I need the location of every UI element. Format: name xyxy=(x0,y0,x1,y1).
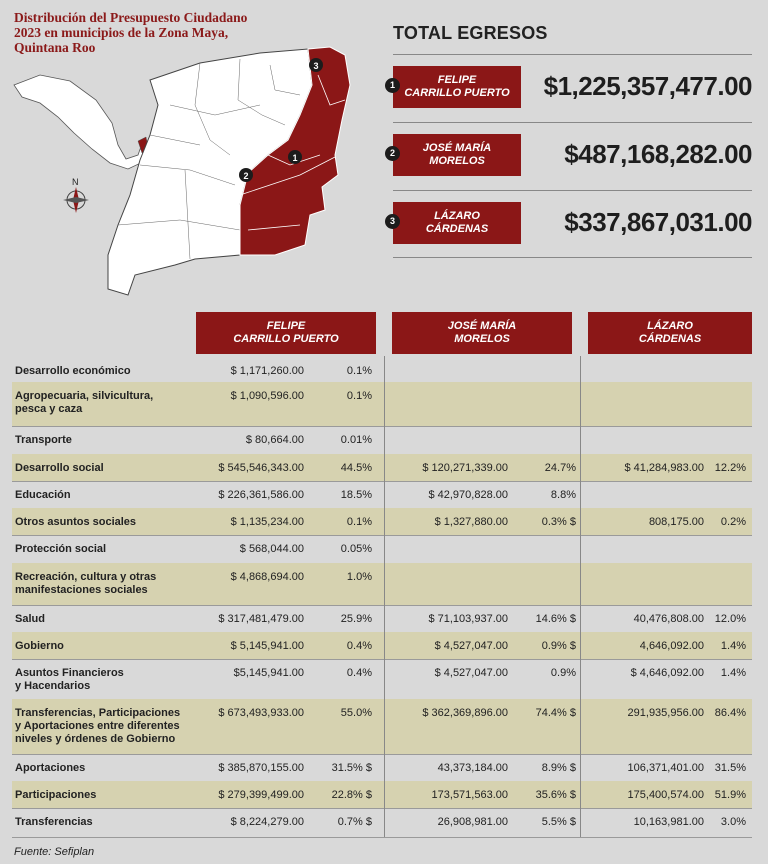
table-row xyxy=(12,754,752,782)
jose-maria-percent: 74.4% $ xyxy=(535,707,576,719)
felipe-percent: 25.9% xyxy=(340,613,372,625)
row-label: Gobierno xyxy=(15,640,64,652)
felipe-percent: 0.05% xyxy=(340,543,372,555)
jose-maria-percent: 5.5% $ xyxy=(541,816,576,828)
felipe-percent: 0.7% $ xyxy=(337,816,372,828)
lazaro-amount: 10,163,981.00 xyxy=(633,816,704,828)
felipe-percent: 0.1% xyxy=(346,365,372,377)
felipe-amount: $ 568,044.00 xyxy=(239,543,304,555)
table-row xyxy=(12,508,752,536)
column-divider xyxy=(580,356,581,837)
table-row xyxy=(12,659,752,700)
column-header-felipe-carrillo-puerto: FELIPE CARRILLO PUERTO xyxy=(196,312,376,354)
jose-maria-amount: 43,373,184.00 xyxy=(437,762,508,774)
total-amount: $487,168,282.00 xyxy=(564,139,752,169)
column-header-lazaro-cardenas: LÁZARO CÁRDENAS xyxy=(588,312,752,354)
felipe-percent: 1.0% xyxy=(346,571,372,583)
row-label: Transferencias xyxy=(15,816,93,828)
lazaro-amount: 175,400,574.00 xyxy=(627,789,704,801)
lazaro-percent: 31.5% xyxy=(714,762,746,774)
row-label: Otros asuntos sociales xyxy=(15,516,137,528)
felipe-percent: 0.1% xyxy=(346,516,372,528)
lazaro-percent: 12.0% xyxy=(714,613,746,625)
lazaro-amount: $ 4,646,092.00 xyxy=(630,667,704,679)
table-row xyxy=(12,426,752,455)
felipe-amount: $ 8,224,279.00 xyxy=(230,816,304,828)
felipe-percent: 44.5% xyxy=(340,462,372,474)
total-amount: $1,225,357,477.00 xyxy=(543,71,752,101)
row-label: Participaciones xyxy=(15,789,97,801)
rank-badge: 2 xyxy=(385,146,400,161)
felipe-amount: $ 545,546,343.00 xyxy=(218,462,304,474)
table-row xyxy=(12,632,752,660)
municipality-label: JOSÉ MARÍA MORELOS xyxy=(393,134,521,176)
total-row-felipe-carrillo-puerto xyxy=(389,54,752,121)
jose-maria-amount: $ 71,103,937.00 xyxy=(428,613,508,625)
row-label: Desarrollo social xyxy=(15,462,104,474)
jose-maria-amount: 173,571,563.00 xyxy=(431,789,508,801)
jose-maria-amount: $ 4,527,047.00 xyxy=(434,667,508,679)
felipe-amount: $5,145,941.00 xyxy=(233,667,304,679)
jose-maria-amount: $ 362,369,896.00 xyxy=(422,707,508,719)
row-label: Asuntos Financieros y Hacendarios xyxy=(15,667,124,692)
lazaro-percent: 86.4% xyxy=(714,707,746,719)
jose-maria-percent: 0.9% $ xyxy=(541,640,576,652)
felipe-percent: 0.4% xyxy=(346,640,372,652)
felipe-amount: $ 226,361,586.00 xyxy=(218,489,304,501)
table-row xyxy=(12,699,752,755)
felipe-percent: 22.8% $ xyxy=(331,789,372,801)
table-row xyxy=(12,605,752,633)
jose-maria-percent: 14.6% $ xyxy=(535,613,576,625)
jose-maria-percent: 24.7% xyxy=(544,462,576,474)
yucatan-peninsula-map xyxy=(0,45,380,310)
total-row-jose-maria-morelos xyxy=(389,122,752,189)
felipe-amount: $ 1,090,596.00 xyxy=(230,390,304,402)
felipe-amount: $ 5,145,941.00 xyxy=(230,640,304,652)
total-row-lazaro-cardenas xyxy=(389,190,752,257)
lazaro-percent: 12.2% xyxy=(714,462,746,474)
lazaro-percent: 51.9% xyxy=(714,789,746,801)
totals-divider xyxy=(393,257,752,258)
felipe-percent: 0.01% xyxy=(340,434,372,446)
felipe-amount: $ 673,493,933.00 xyxy=(218,707,304,719)
row-label: Recreación, cultura y otras manifestaciones sociales xyxy=(15,571,157,596)
table-row xyxy=(12,781,752,809)
jose-maria-amount: 26,908,981.00 xyxy=(437,816,508,828)
lazaro-amount: 4,646,092.00 xyxy=(639,640,704,652)
row-label: Aportaciones xyxy=(15,762,86,774)
table-row xyxy=(12,454,752,482)
row-label: Transporte xyxy=(15,434,72,446)
table-row xyxy=(12,357,752,383)
total-egresos-heading: TOTAL EGRESOS xyxy=(393,23,548,43)
table-row xyxy=(12,481,752,509)
felipe-percent: 18.5% xyxy=(340,489,372,501)
felipe-amount: $ 279,399,499.00 xyxy=(218,789,304,801)
jose-maria-amount: $ 1,327,880.00 xyxy=(434,516,508,528)
column-divider xyxy=(384,356,385,837)
source-note: Fuente: Sefiplan xyxy=(14,846,95,858)
page-title: Distribución del Presupuesto Ciudadano 2023 en municipios de la Zona Maya, Quintana Roo xyxy=(14,10,248,55)
felipe-percent: 0.1% xyxy=(346,390,372,402)
jose-maria-amount: $ 120,271,339.00 xyxy=(422,462,508,474)
felipe-percent: 55.0% xyxy=(340,707,372,719)
row-label: Desarrollo económico xyxy=(15,365,131,377)
jose-maria-percent: 8.8% xyxy=(550,489,576,501)
table-row xyxy=(12,808,752,838)
felipe-amount: $ 317,481,479.00 xyxy=(218,613,304,625)
lazaro-percent: 1.4% xyxy=(720,667,746,679)
row-label: Transferencias, Participaciones y Aportaciones entre diferentes niveles y órdenes de Gobierno xyxy=(15,707,181,745)
jose-maria-amount: $ 4,527,047.00 xyxy=(434,640,508,652)
lazaro-percent: 1.4% xyxy=(720,640,746,652)
compass-icon xyxy=(63,177,89,213)
rank-badge: 3 xyxy=(385,214,400,229)
map-marker-1 xyxy=(288,150,302,164)
lazaro-percent: 3.0% xyxy=(720,816,746,828)
municipality-label: FELIPE CARRILLO PUERTO xyxy=(393,66,521,108)
felipe-amount: $ 4,868,694.00 xyxy=(230,571,304,583)
jose-maria-percent: 8.9% $ xyxy=(541,762,576,774)
felipe-amount: $ 1,171,260.00 xyxy=(230,365,304,377)
row-label: Protección social xyxy=(15,543,107,555)
row-label: Salud xyxy=(15,613,45,625)
felipe-percent: 0.4% xyxy=(346,667,372,679)
lazaro-amount: 106,371,401.00 xyxy=(627,762,704,774)
row-label: Agropecuaria, silvicultura, pesca y caza xyxy=(15,390,154,415)
svg-text:3: 3 xyxy=(313,61,319,71)
felipe-amount: $ 385,870,155.00 xyxy=(218,762,304,774)
total-amount: $337,867,031.00 xyxy=(564,207,752,237)
table-row xyxy=(12,382,752,427)
felipe-amount: $ 80,664.00 xyxy=(245,434,304,446)
table-row xyxy=(12,563,752,606)
lazaro-amount: $ 41,284,983.00 xyxy=(624,462,704,474)
svg-text:1: 1 xyxy=(292,153,298,163)
lazaro-amount: 808,175.00 xyxy=(648,516,704,528)
jose-maria-percent: 35.6% $ xyxy=(535,789,576,801)
lazaro-percent: 0.2% xyxy=(720,516,746,528)
compass-north-label: N xyxy=(72,177,79,187)
svg-text:2: 2 xyxy=(243,171,249,181)
jose-maria-percent: 0.9% xyxy=(550,667,576,679)
table-row xyxy=(12,535,752,564)
felipe-percent: 31.5% $ xyxy=(331,762,372,774)
jose-maria-percent: 0.3% $ xyxy=(541,516,576,528)
map-marker-2 xyxy=(239,168,253,182)
map-marker-3 xyxy=(309,58,323,72)
felipe-amount: $ 1,135,234.00 xyxy=(230,516,304,528)
municipality-label: LÁZARO CÁRDENAS xyxy=(393,202,521,244)
lazaro-amount: 291,935,956.00 xyxy=(627,707,704,719)
row-label: Educación xyxy=(15,489,71,501)
jose-maria-amount: $ 42,970,828.00 xyxy=(428,489,508,501)
lazaro-amount: 40,476,808.00 xyxy=(633,613,704,625)
mexico-inset-map xyxy=(14,75,150,169)
column-header-jose-maria-morelos: JOSÉ MARÍA MORELOS xyxy=(392,312,572,354)
rank-badge: 1 xyxy=(385,78,400,93)
